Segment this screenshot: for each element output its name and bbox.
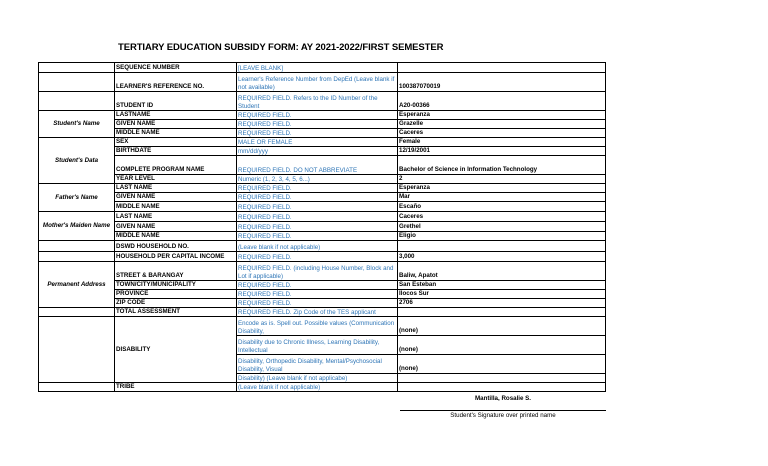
- field-label: LAST NAME: [115, 184, 237, 193]
- row-birthdate: [39, 147, 606, 156]
- instruction: Disability) (Leave blank if not applicabe): [237, 374, 398, 383]
- instruction: REQUIRED FIELD. Refers to the ID Number of the Student: [237, 92, 398, 111]
- instruction: REQUIRED FIELD.: [237, 222, 398, 232]
- instruction: mm/dd/yyy: [237, 147, 398, 156]
- value-cell[interactable]: Baliw, Apatot: [398, 262, 606, 281]
- value-cell[interactable]: [398, 63, 606, 73]
- row-province: [39, 290, 606, 299]
- instruction: Learner's Reference Number from DepEd (Leave blank if not available): [237, 73, 398, 92]
- field-label: PROVINCE: [115, 290, 237, 299]
- field-label: TOTAL ASSESSMENT: [115, 308, 237, 317]
- value-cell[interactable]: Esperanza: [398, 111, 606, 120]
- row-zip-code: [39, 299, 606, 308]
- instruction: REQUIRED FIELD.: [237, 184, 398, 193]
- instruction: Encode as is. Spell out. Possible values (Communication Disability,: [237, 317, 398, 336]
- group-cell: [39, 317, 115, 383]
- form-title: TERTIARY EDUCATION SUBSIDY FORM: AY 2021-2022/FIRST SEMESTER: [118, 42, 444, 53]
- instruction: REQUIRED FIELD.: [237, 120, 398, 129]
- value-cell[interactable]: Grethel: [398, 222, 606, 232]
- row-program: [39, 156, 606, 175]
- field-label: MIDDLE NAME: [115, 202, 237, 212]
- field-label: GIVEN NAME: [115, 222, 237, 232]
- row-dswd-household: [39, 241, 606, 252]
- row-mother-given-name: [39, 222, 606, 232]
- group-cell: [39, 73, 115, 92]
- instruction: REQUIRED FIELD.: [237, 252, 398, 262]
- instruction: REQUIRED FIELD.: [237, 281, 398, 290]
- value-cell[interactable]: [398, 383, 606, 392]
- group-permanent-address: Permanent Address: [39, 262, 115, 308]
- field-label: SEX: [115, 138, 237, 147]
- value-cell[interactable]: San Esteban: [398, 281, 606, 290]
- row-student-id: [39, 92, 606, 111]
- field-label: ZIP CODE: [115, 299, 237, 308]
- row-father-last-name: [39, 184, 606, 193]
- instruction: REQUIRED FIELD.: [237, 202, 398, 212]
- group-cell: [39, 241, 115, 252]
- instruction: REQUIRED FIELD. (including House Number, Block and Lot if applicable): [237, 262, 398, 281]
- group-cell: [39, 63, 115, 73]
- value-cell[interactable]: 100387070019: [398, 73, 606, 92]
- row-student-given-name: [39, 120, 606, 129]
- value-cell[interactable]: Caceres: [398, 212, 606, 222]
- value-cell[interactable]: Esperanza: [398, 184, 606, 193]
- field-label: HOUSEHOLD PER CAPITAL INCOME: [115, 252, 237, 262]
- row-tribe: [39, 383, 606, 392]
- row-mother-last-name: [39, 212, 606, 222]
- group-student-data: Student's Data: [39, 138, 115, 184]
- instruction: REQUIRED FIELD. Zip Code of the TES applicant: [237, 308, 398, 317]
- field-label: SEQUENCE NUMBER: [115, 63, 237, 73]
- instruction: REQUIRED FIELD.: [237, 290, 398, 299]
- instruction: REQUIRED FIELD.: [237, 299, 398, 308]
- instruction: (Leave blank if not applicable): [237, 383, 398, 392]
- row-town-city: [39, 281, 606, 290]
- value-cell[interactable]: Bachelor of Science in Information Technology: [398, 156, 606, 175]
- row-student-lastname: [39, 111, 606, 120]
- value-cell[interactable]: 2706: [398, 299, 606, 308]
- value-cell[interactable]: Ilocos Sur: [398, 290, 606, 299]
- field-label: COMPLETE PROGRAM NAME: [115, 156, 237, 175]
- group-student-name: Student's Name: [39, 111, 115, 138]
- group-cell: [39, 308, 115, 317]
- instruction: (Leave blank if not applicable): [237, 241, 398, 252]
- instruction: REQUIRED FIELD.: [237, 111, 398, 120]
- instruction: Disability, Orthopedic Disability, Mental/Psychosocial Disability, Visual: [237, 355, 398, 374]
- field-label: DSWD HOUSEHOLD NO.: [115, 241, 237, 252]
- row-total-assessment: [39, 308, 606, 317]
- subsidy-form-table: [38, 62, 606, 392]
- value-cell[interactable]: 12/19/2001: [398, 147, 606, 156]
- signature-line: [400, 410, 606, 411]
- value-cell[interactable]: (none): [398, 336, 606, 355]
- instruction: Disability due to Chronic Illness, Learning Disability, Intellectual: [237, 336, 398, 355]
- value-cell[interactable]: Grazelle: [398, 120, 606, 129]
- row-mother-middle-name: [39, 232, 606, 241]
- field-label: GIVEN NAME: [115, 120, 237, 129]
- value-cell[interactable]: [398, 374, 606, 383]
- value-cell[interactable]: A20-00366: [398, 92, 606, 111]
- group-mother-maiden-name: Mother's Maiden Name: [39, 212, 115, 241]
- instruction: REQUIRED FIELD.: [237, 212, 398, 222]
- group-cell: [39, 92, 115, 111]
- value-cell[interactable]: 2: [398, 175, 606, 184]
- field-label: TRIBE: [115, 383, 237, 392]
- row-disability-1: [39, 317, 606, 336]
- instruction: REQUIRED FIELD. DO NOT ABBREVIATE: [237, 156, 398, 175]
- signature-caption: Student's Signature over printed name: [450, 412, 556, 419]
- field-label: GIVEN NAME: [115, 193, 237, 202]
- value-cell[interactable]: Female: [398, 138, 606, 147]
- value-cell[interactable]: Eligio: [398, 232, 606, 241]
- row-household-income: [39, 252, 606, 262]
- field-label: STUDENT ID: [115, 92, 237, 111]
- row-father-middle-name: [39, 202, 606, 212]
- field-label: LASTNAME: [115, 111, 237, 120]
- row-student-middle-name: [39, 129, 606, 138]
- instruction: Numeric (1, 2, 3, 4, 5, 6...): [237, 175, 398, 184]
- field-label: MIDDLE NAME: [115, 129, 237, 138]
- row-sequence-number: [39, 63, 606, 73]
- value-cell[interactable]: 3,000: [398, 252, 606, 262]
- group-cell: [39, 252, 115, 262]
- group-cell: [39, 383, 115, 392]
- instruction: [LEAVE BLANK]: [237, 63, 398, 73]
- row-learner-reference: [39, 73, 606, 92]
- row-father-given-name: [39, 193, 606, 202]
- field-label: BIRTHDATE: [115, 147, 237, 156]
- row-year-level: [39, 175, 606, 184]
- field-label: TOWN/CITY/MUNICIPALITY: [115, 281, 237, 290]
- field-label: LAST NAME: [115, 212, 237, 222]
- instruction: REQUIRED FIELD.: [237, 129, 398, 138]
- value-cell[interactable]: Caceres: [398, 129, 606, 138]
- value-cell[interactable]: (none): [398, 317, 606, 336]
- field-label: STREET & BARANGAY: [115, 262, 237, 281]
- instruction: REQUIRED FIELD.: [237, 193, 398, 202]
- value-cell[interactable]: (none): [398, 355, 606, 374]
- row-street-barangay: [39, 262, 606, 281]
- value-cell[interactable]: Mar: [398, 193, 606, 202]
- group-father-name: Father's Name: [39, 184, 115, 212]
- value-cell[interactable]: [398, 308, 606, 317]
- instruction: MALE OR FEMALE: [237, 138, 398, 147]
- value-cell[interactable]: Escaño: [398, 202, 606, 212]
- field-label: LEARNER'S REFERENCE NO.: [115, 73, 237, 92]
- field-label: MIDDLE NAME: [115, 232, 237, 241]
- field-label: YEAR LEVEL: [115, 175, 237, 184]
- value-cell[interactable]: [398, 241, 606, 252]
- field-label-disability: DISABILITY: [115, 317, 237, 383]
- row-sex: [39, 138, 606, 147]
- signatory-name: Mantilla, Rosalie S.: [474, 395, 532, 402]
- instruction: REQUIRED FIELD.: [237, 232, 398, 241]
